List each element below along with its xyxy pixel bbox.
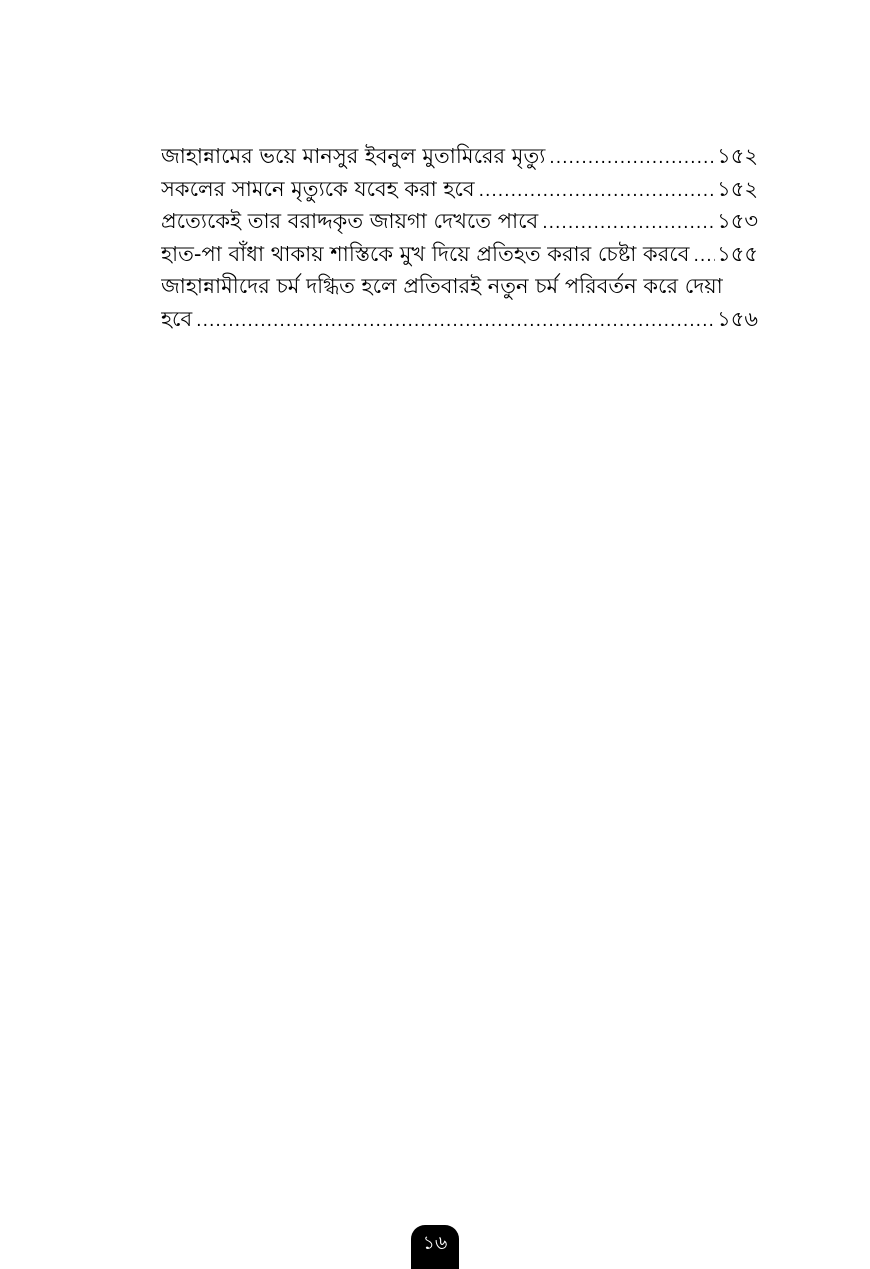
toc-entry-title: জাহান্নামীদের চর্ম দগ্ধিত হলে প্রতিবারই নতুন চর্ম পরিবর্তন করে দেয়া <box>161 274 723 298</box>
toc-entry-continuation[interactable] <box>161 303 758 336</box>
toc-entry-wrapped-line[interactable] <box>161 270 758 303</box>
table-of-contents <box>161 140 758 335</box>
toc-entry[interactable] <box>161 173 758 206</box>
toc-entry-title: সকলের সামনে মৃত্যুকে যবেহ করা হবে <box>161 176 475 201</box>
toc-leader-dots <box>479 175 716 206</box>
toc-entry-title-continued: হবে <box>161 306 193 331</box>
toc-entry-page: ১৫২ <box>717 144 758 168</box>
toc-entry-title: জাহান্নামের ভয়ে মানসুর ইবনুল মুতামিরের মৃত্যু <box>161 144 546 168</box>
toc-leader-dots <box>542 207 715 238</box>
toc-entry-page: ১৫৬ <box>717 306 758 331</box>
toc-entry-page: ১৫৩ <box>717 209 758 233</box>
toc-leader-dots <box>196 305 715 336</box>
toc-entry-title: প্রত্যেকেই তার বরাদ্দকৃত জায়গা দেখতে পাবে <box>161 209 539 233</box>
toc-entry[interactable] <box>161 205 758 238</box>
toc-leader-dots <box>693 240 715 271</box>
toc-entry-page: ১৫২ <box>717 176 758 201</box>
toc-entry[interactable] <box>161 238 758 271</box>
page-number: ১৬ <box>422 1232 448 1254</box>
toc-entry-page: ১৫৫ <box>717 241 758 266</box>
toc-leader-dots <box>549 142 715 173</box>
toc-entry-title: হাত-পা বাঁধা থাকায় শাস্তিকে মুখ দিয়ে প্রতিহত করার চেষ্টা করবে <box>161 241 690 266</box>
page-number-tab <box>411 1225 459 1269</box>
toc-entry[interactable] <box>161 140 758 173</box>
